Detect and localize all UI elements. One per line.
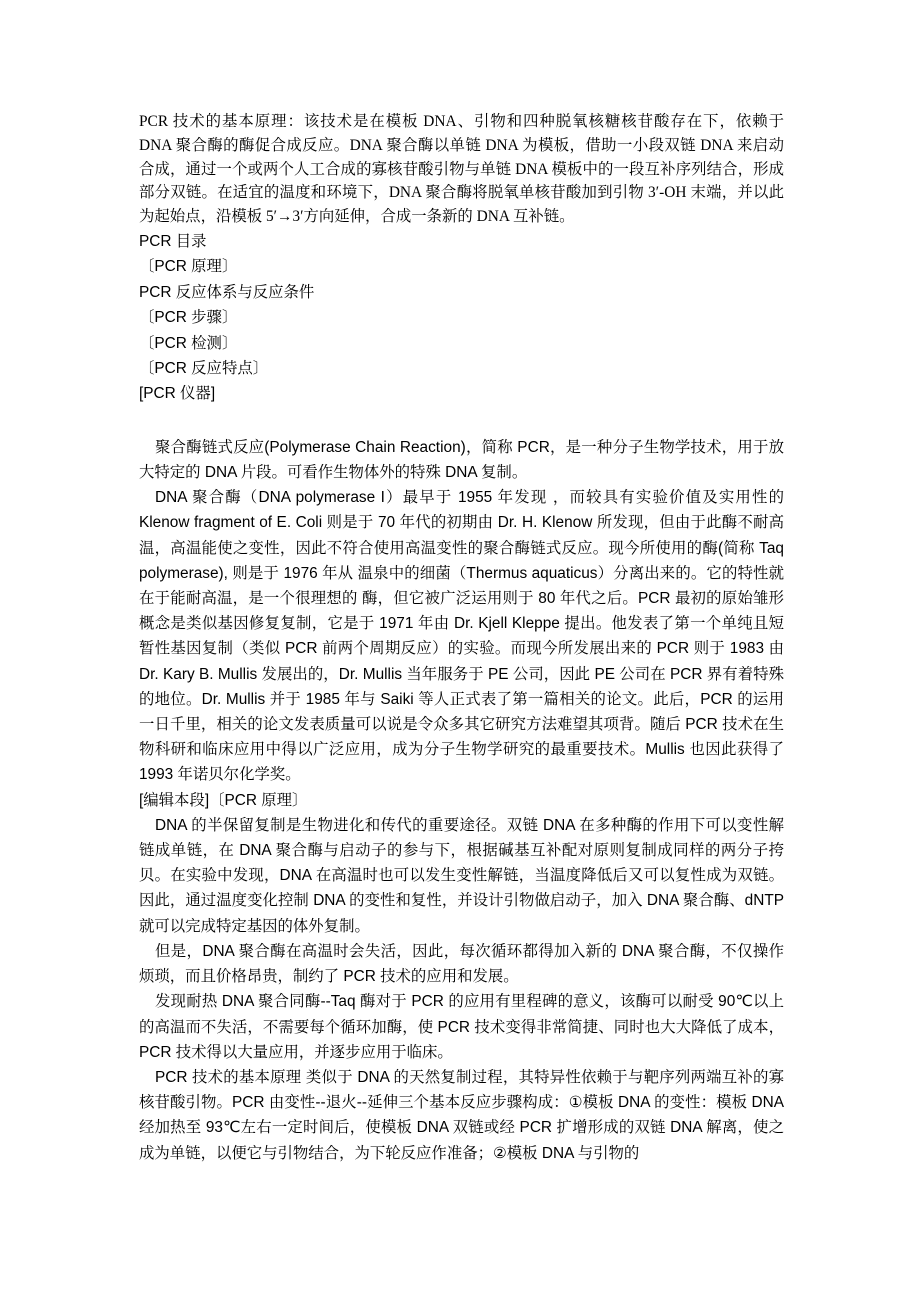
paragraph-principle-1: DNA 的半保留复制是生物进化和传代的重要途径。双链 DNA 在多种酶的作用下可以变性解链成单链，在 DNA 聚合酶与启动子的参与下，根据碱基互补配对原则复制成同样的两分子挎贝。在实验中发现，DNA 在高温时也可以发生变性解链，当温度降低后又可以复性成为双链。因此，通过温度变化控制 DNA 的变性和复性，并设计引物做启动子，加入 DNA 聚合酶、dNTP 就可以完成特定基因的体外复制。	[139, 816, 784, 935]
document-page	[139, 110, 784, 1166]
toc-item-pcr-steps[interactable]: 〔PCR 步骤〕	[139, 309, 238, 327]
intro-paragraph: PCR 技术的基本原理：该技术是在模板 DNA、引物和四种脱氧核糖核苷酸存在下，依赖于 DNA 聚合酶的酶促合成反应。DNA 聚合酶以单链 DNA 为模板，借助一小段双链 DNA 来启动合成，通过一个或两个人工合成的寡核苷酸引物与单链 DNA 模板中的一段互补序列结合，形成部分双链。在适宜的温度和环境下，DNA 聚合酶将脱氧单核苷酸加到引物 3′-OH 末端，并以此为起始点，沿模板 5′→3′方向延伸，合成一条新的 DNA 互补链。	[139, 113, 784, 226]
toc-title: PCR 目录	[139, 232, 207, 250]
spacer	[139, 407, 784, 435]
section-heading: [编辑本段]〔PCR 原理〕	[139, 791, 308, 809]
toc-item-pcr-principle[interactable]: 〔PCR 原理〕	[139, 258, 238, 276]
paragraph-history: DNA 聚合酶（DNA polymerase I）最早于 1955 年发现 ，而较具有实验价值及实用性的 Klenow fragment of E. Coli 则是于 70 年代的初期由 Dr. H. Klenow 所发现，但由于此酶不耐高温，高温能使之变性，因此不符合使用高温变性的聚合酶链式反应。现今所使用的酶(简称 Taq polymerase), 则是于 1976 年从 温泉中的细菌（Thermus aquaticus）分离出来的。它的特性就在于能耐高温，是一个很理想的 酶，但它被广泛运用则于 80 年代之后。PCR 最初的原始雏形概念是类似基因修复复制，它是于 1971 年由 Dr. Kjell Kleppe 提出。他发表了第一个单纯且短暂性基因复制（类似 PCR 前两个周期反应）的实验。而现今所发展出来的 PCR 则于 1983 由 Dr. Kary B. Mullis 发展出的，Dr. Mullis 当年服务于 PE 公司，因此 PE 公司在 PCR 界有着特殊的地位。Dr. Mullis 并于 1985 年与 Saiki 等人正式表了第一篇相关的论文。此后，PCR 的运用一日千里，相关的论文发表质量可以说是令众多其它研究方法难望其项背。随后 PCR 技术在生物科研和临床应用中得以广泛应用，成为分子生物学研究的最重要技术。Mullis 也因此获得了 1993 年诺贝尔化学奖。	[139, 489, 784, 784]
paragraph-principle-3: 发现耐热 DNA 聚合同酶--Taq 酶对于 PCR 的应用有里程碑的意义，该酶可以耐受 90℃以上的高温而不失活，不需要每个循环加酶，使 PCR 技术变得非常简捷、同时也大大降低了成本，PCR 技术得以大量应用，并逐步应用于临床。	[139, 993, 784, 1061]
paragraph-definition: 聚合酶链式反应(Polymerase Chain Reaction)，简称 PCR，是一种分子生物学技术，用于放大特定的 DNA 片段。可看作生物体外的特殊 DNA 复制。	[139, 438, 784, 482]
toc-item-reaction-features[interactable]: 〔PCR 反应特点〕	[139, 360, 269, 378]
toc-item-pcr-detection[interactable]: 〔PCR 检测〕	[139, 334, 238, 352]
paragraph-principle-2: 但是，DNA 聚合酶在高温时会失活，因此，每次循环都得加入新的 DNA 聚合酶，不仅操作烦琐，而且价格昂贵，制约了 PCR 技术的应用和发展。	[139, 942, 784, 986]
toc-item-pcr-instrument[interactable]: [PCR 仪器]	[139, 385, 216, 403]
paragraph-principle-4: PCR 技术的基本原理 类似于 DNA 的天然复制过程，其特异性依赖于与靶序列两端互补的寡核苷酸引物。PCR 由变性--退火--延伸三个基本反应步骤构成：①模板 DNA 的变性：模板 DNA 经加热至 93℃左右一定时间后，使模板 DNA 双链或经 PCR 扩增形成的双链 DNA 解离，使之成为单链，以便它与引物结合，为下轮反应作准备；②模板 DNA 与引物的	[139, 1068, 784, 1162]
toc-item-reaction-system[interactable]: PCR 反应体系与反应条件	[139, 283, 315, 301]
table-of-contents	[139, 229, 784, 407]
